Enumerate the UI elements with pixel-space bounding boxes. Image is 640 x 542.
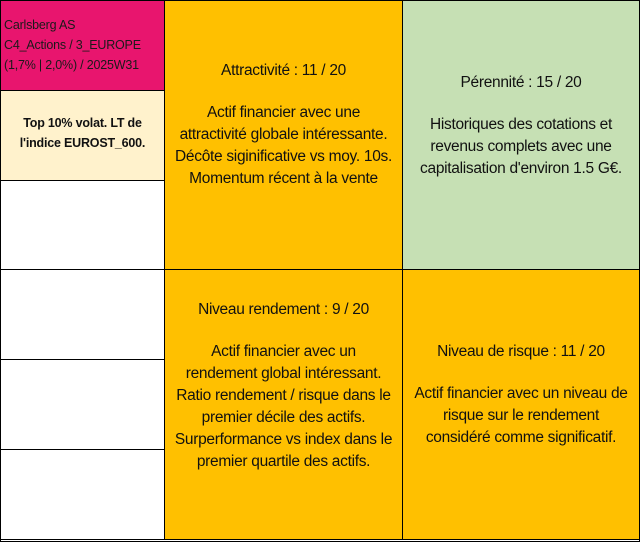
rendement-line: rendement global intéressant. <box>185 365 382 382</box>
risque-block <box>403 341 639 449</box>
identity-text <box>4 15 141 75</box>
risque-line: considéré comme significatif. <box>425 429 617 446</box>
risque-line: risque sur le rendement <box>443 407 599 424</box>
perennite-cell <box>402 0 640 270</box>
rendement-cell <box>164 269 403 540</box>
attractivite-title: Attractivité : 11 / 20 <box>221 62 346 79</box>
asset-name: Carlsberg AS <box>4 18 76 32</box>
rendement-block <box>165 299 402 473</box>
rendement-line: Actif financier avec un <box>211 343 356 360</box>
asset-category: C4_Actions / 3_EUROPE <box>4 38 141 52</box>
tag-line-2: l'indice EUROST_600. <box>19 136 146 150</box>
perennite-description <box>403 114 639 180</box>
empty-cell-1 <box>0 180 165 270</box>
rendement-line: premier décile des actifs. <box>201 409 366 426</box>
empty-cell-2 <box>0 269 165 360</box>
risque-cell <box>402 269 640 540</box>
empty-cell-4 <box>0 449 165 540</box>
rendement-line: Surperformance vs index dans le <box>174 431 393 448</box>
perennite-line: capitalisation d'environ 1.5 G€. <box>420 160 622 177</box>
rendement-title: Niveau rendement : 9 / 20 <box>198 301 369 318</box>
empty-cell-3 <box>0 359 165 450</box>
asset-params: (1,7% | 2,0%) / 2025W31 <box>4 58 139 72</box>
risque-line: Actif financier avec un niveau de <box>414 385 628 402</box>
attractivite-line: attractivité globale intéressante. <box>179 126 388 143</box>
rendement-line: Ratio rendement / risque dans le <box>176 387 391 404</box>
rendement-description <box>165 341 402 473</box>
risque-description <box>403 383 639 449</box>
tag-cell <box>0 90 165 181</box>
attractivite-line: Momentum récent à la vente <box>189 170 378 187</box>
perennite-line: revenus complets avec une <box>430 138 612 155</box>
perennite-line: Historiques des cotations et <box>429 116 612 133</box>
tag-text <box>1 113 164 153</box>
rendement-line: premier quartile des actifs. <box>196 453 371 470</box>
attractivite-block <box>165 60 402 190</box>
risque-title: Niveau de risque : 11 / 20 <box>437 343 605 360</box>
attractivite-description <box>165 102 402 190</box>
attractivite-cell <box>164 0 403 270</box>
identity-cell <box>0 0 165 91</box>
attractivite-line: Décôte siginificative vs moy. 10s. <box>175 148 392 165</box>
attractivite-line: Actif financier avec une <box>206 104 361 121</box>
tag-line-1: Top 10% volat. LT de <box>23 116 142 130</box>
perennite-title: Pérennité : 15 / 20 <box>460 74 582 91</box>
perennite-block <box>403 72 639 180</box>
